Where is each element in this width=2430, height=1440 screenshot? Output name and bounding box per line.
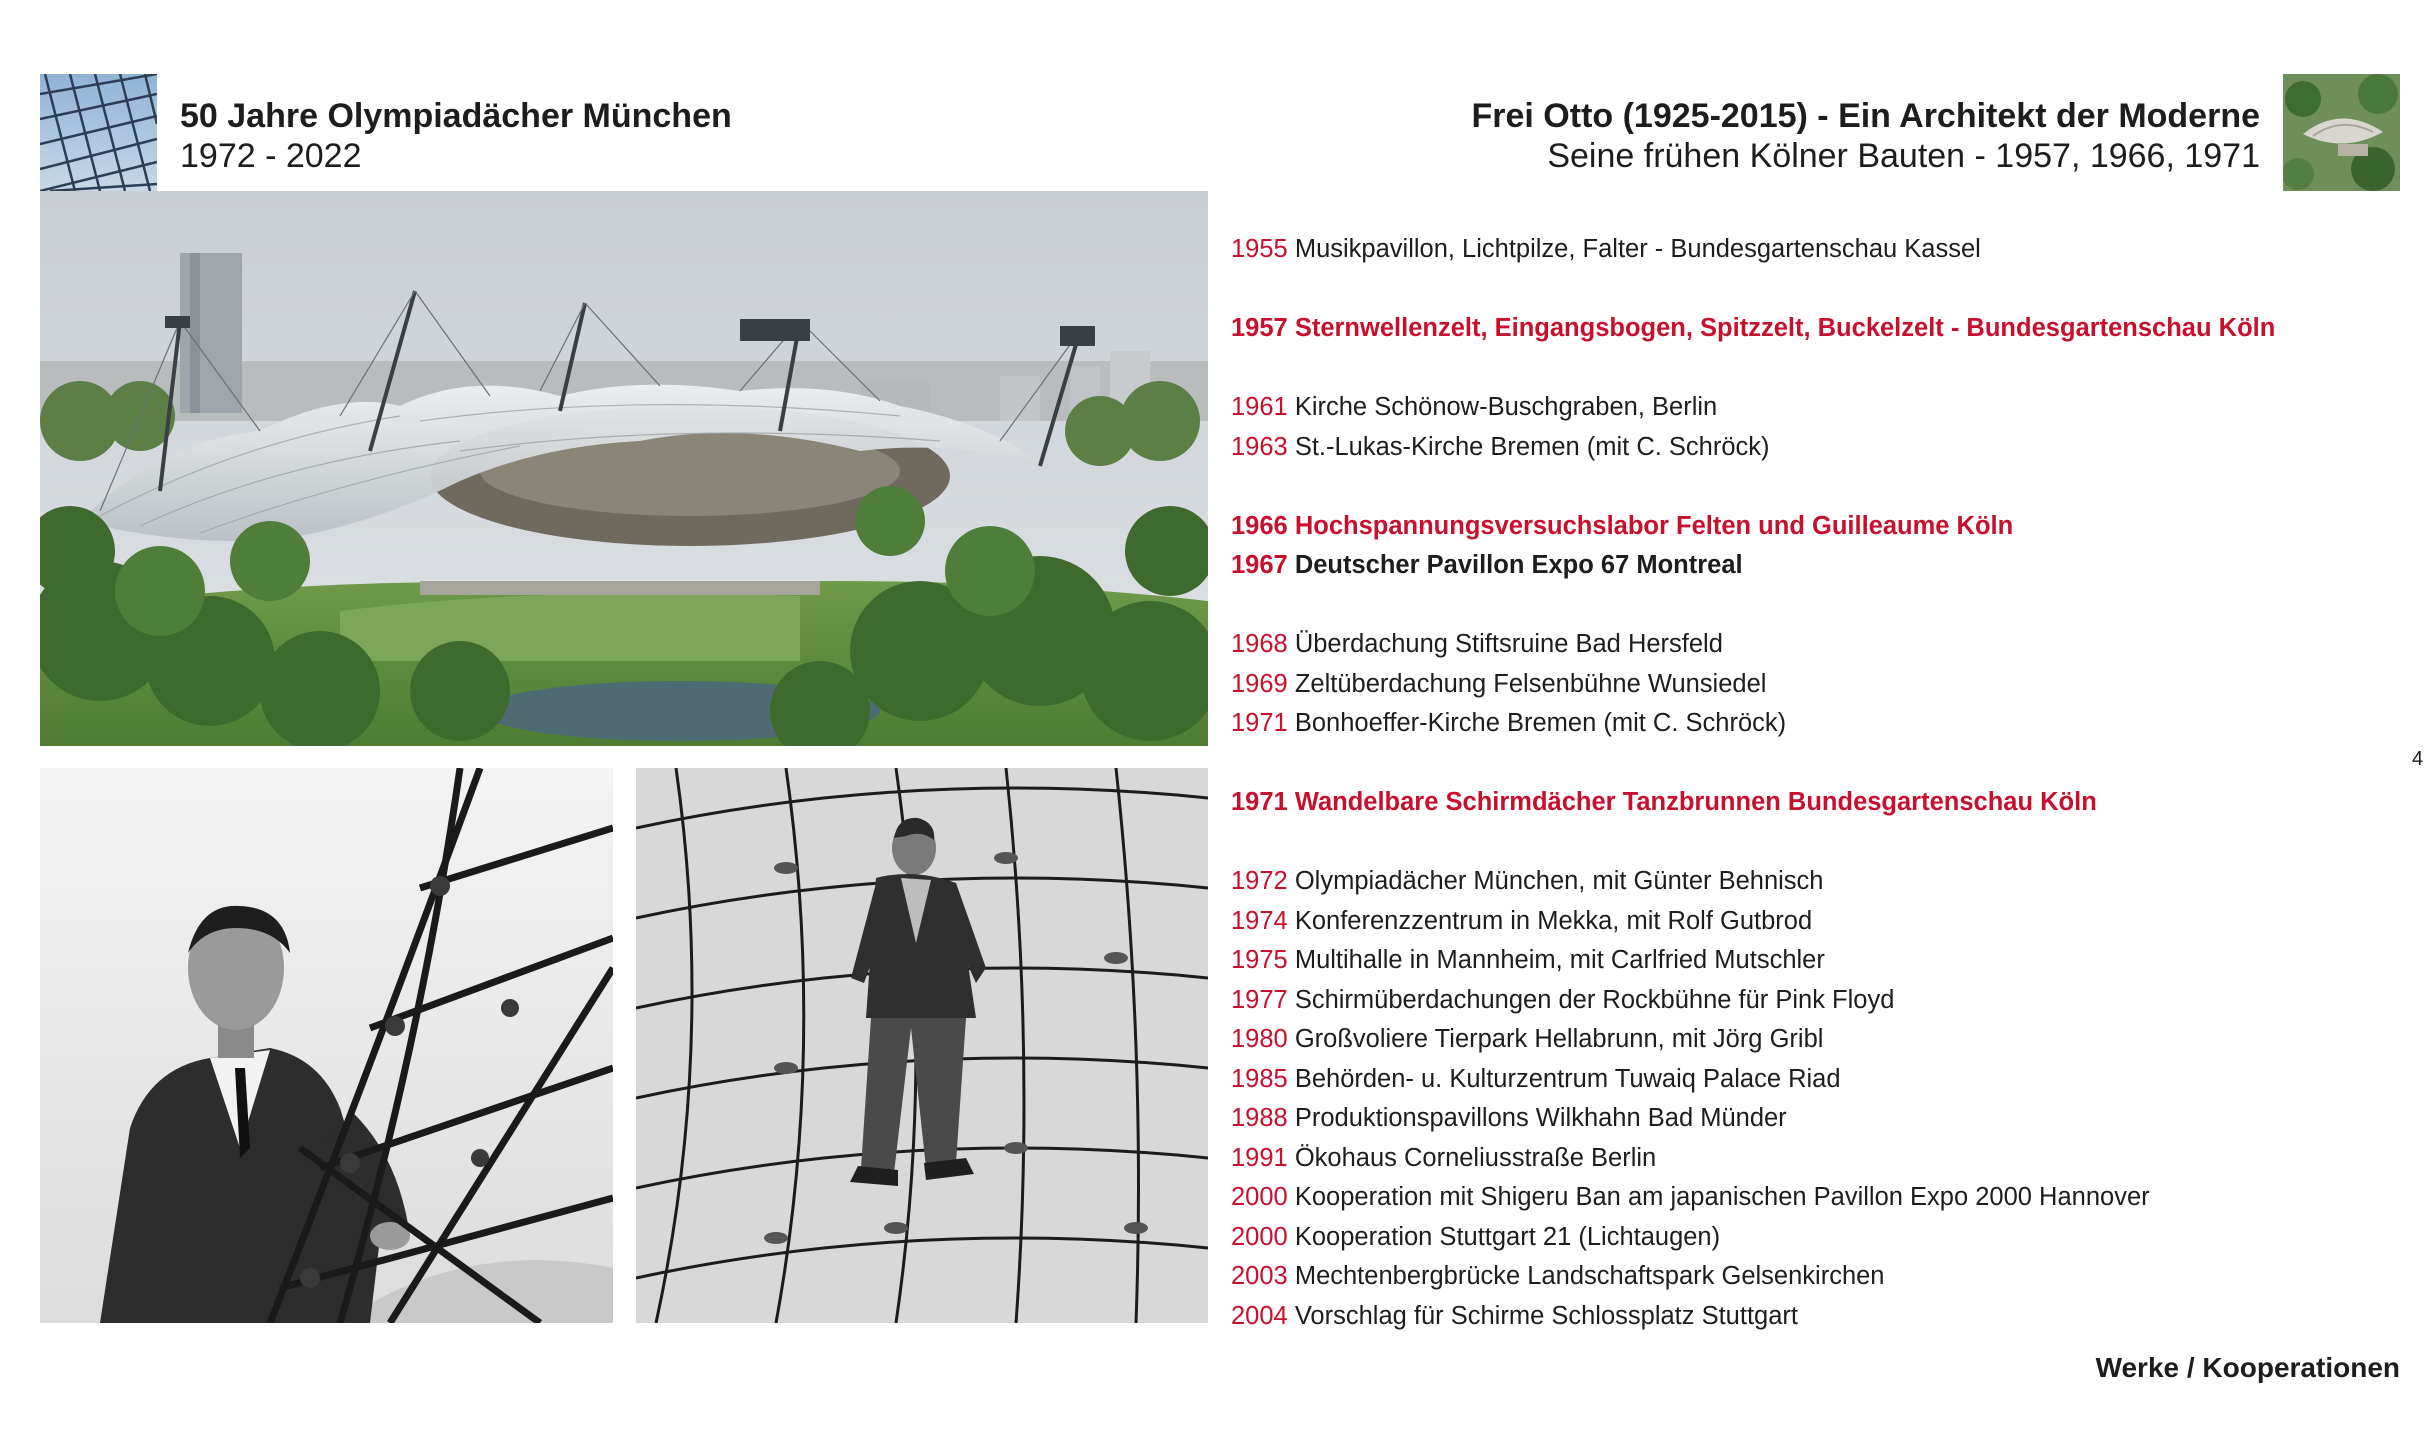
timeline-year: 1966 — [1231, 511, 1288, 540]
timeline-year: 1955 — [1231, 235, 1288, 263]
timeline-year: 2000 — [1231, 1222, 1288, 1251]
timeline-text: Olympiadächer München, mit Günter Behnisch — [1294, 867, 1824, 895]
header-right-subtitle: Seine frühen Kölner Bauten - 1957, 1966, 1971 — [1547, 137, 2260, 175]
page-number: 4 — [2412, 748, 2424, 770]
timeline-text: Mechtenbergbrücke Landschaftspark Gelsenkirchen — [1294, 1262, 1885, 1290]
timeline-text: Zeltüberdachung Felsenbühne Wunsiedel — [1294, 669, 1767, 698]
timeline-row — [1231, 388, 2331, 428]
timeline-text: Sternwellenzelt, Eingangsbogen, Spitzzelt, Buckelzelt - Bundesgartenschau Köln — [1294, 314, 2276, 342]
timeline-text: Behörden- u. Kulturzentrum Tuwaiq Palace Riad — [1294, 1064, 1841, 1093]
timeline-text: Kirche Schönow-Buschgraben, Berlin — [1294, 393, 1718, 421]
timeline-text: Großvoliere Tierpark Hellabrunn, mit Jörg Gribl — [1294, 1025, 1824, 1053]
timeline-text: Schirmüberdachungen der Rockbühne für Pink Floyd — [1294, 985, 1895, 1014]
timeline-text: Hochspannungsversuchslabor Felten und Guilleaume Köln — [1294, 511, 2014, 540]
timeline-year: 1985 — [1231, 1064, 1288, 1093]
timeline-row — [1231, 1139, 2331, 1179]
timeline-row — [1231, 665, 2331, 705]
timeline-text: Vorschlag für Schirme Schlossplatz Stuttgart — [1294, 1301, 1798, 1330]
header-right — [1472, 96, 2261, 176]
timeline-text: Kooperation Stuttgart 21 (Lichtaugen) — [1294, 1222, 1721, 1251]
timeline-year: 1971 — [1231, 788, 1288, 816]
header-right-title: Frei Otto (1925-2015) - Ein Architekt der Moderne — [1471, 97, 2260, 135]
timeline-row — [1231, 230, 2331, 270]
timeline-year: 1974 — [1231, 906, 1288, 935]
timeline-text: Überdachung Stiftsruine Bad Hersfeld — [1294, 630, 1723, 658]
timeline-row — [1231, 902, 2331, 942]
timeline-year: 2000 — [1231, 1183, 1288, 1211]
timeline-text: Konferenzzentrum in Mekka, mit Rolf Gutbrod — [1294, 906, 1813, 935]
timeline-row — [1231, 704, 2331, 744]
timeline-row — [1231, 1257, 2331, 1297]
timeline-text: Ökohaus Corneliusstraße Berlin — [1294, 1143, 1657, 1172]
timeline-row — [1231, 1218, 2331, 1258]
timeline-year: 1963 — [1231, 432, 1288, 461]
timeline-row — [1231, 428, 2331, 468]
photo-frei-otto-portrait — [40, 768, 613, 1323]
header-left-subtitle: 1972 - 2022 — [180, 137, 362, 175]
timeline-row — [1231, 1060, 2331, 1100]
timeline-year: 1977 — [1231, 985, 1288, 1014]
timeline-year: 1980 — [1231, 1025, 1288, 1053]
timeline-row — [1231, 941, 2331, 981]
timeline-row — [1231, 1020, 2331, 1060]
photo-walker-on-roof — [636, 768, 1208, 1323]
timeline-year: 1971 — [1231, 709, 1288, 737]
timeline-text: Wandelbare Schirmdächer Tanzbrunnen Bundesgartenschau Köln — [1294, 788, 2097, 816]
timeline-text: St.-Lukas-Kirche Bremen (mit C. Schröck) — [1294, 432, 1770, 461]
timeline-year: 1988 — [1231, 1104, 1288, 1132]
timeline-year: 1972 — [1231, 867, 1288, 895]
timeline-year: 1975 — [1231, 946, 1288, 974]
timeline-text: Multihalle in Mannheim, mit Carlfried Mutschler — [1294, 946, 1825, 974]
timeline-year: 1968 — [1231, 630, 1288, 658]
timeline-text: Produktionspavillons Wilkhahn Bad Münder — [1294, 1104, 1787, 1132]
photo-olympic-stadium — [40, 191, 1208, 746]
timeline-row-highlight — [1231, 507, 2331, 547]
timeline-row-highlight — [1231, 783, 2331, 823]
timeline-row — [1231, 1178, 2331, 1218]
timeline-year: 1957 — [1231, 314, 1288, 342]
timeline-row — [1231, 625, 2331, 665]
timeline-row — [1231, 1297, 2331, 1337]
header-left-title: 50 Jahre Olympiadächer München — [180, 97, 732, 135]
timeline-year: 1991 — [1231, 1143, 1288, 1172]
timeline-row-bold — [1231, 546, 2331, 586]
works-timeline — [1231, 230, 2331, 1336]
footer-label: Werke / Kooperationen — [2095, 1352, 2400, 1383]
header-left — [180, 96, 732, 176]
timeline-text: Musikpavillon, Lichtpilze, Falter - Bundesgartenschau Kassel — [1294, 235, 1981, 263]
thumbnail-aerial-park — [2283, 74, 2400, 191]
timeline-year: 1961 — [1231, 393, 1288, 421]
thumbnail-roof-detail — [40, 74, 157, 191]
timeline-text: Bonhoeffer-Kirche Bremen (mit C. Schröck) — [1294, 709, 1787, 737]
timeline-text: Deutscher Pavillon Expo 67 Montreal — [1294, 551, 1743, 579]
timeline-year: 1969 — [1231, 669, 1288, 698]
timeline-row — [1231, 862, 2331, 902]
timeline-row — [1231, 1099, 2331, 1139]
timeline-year: 2003 — [1231, 1262, 1288, 1290]
timeline-text: Kooperation mit Shigeru Ban am japanischen Pavillon Expo 2000 Hannover — [1294, 1183, 2150, 1211]
timeline-row-highlight — [1231, 309, 2331, 349]
timeline-row — [1231, 981, 2331, 1021]
timeline-year: 1967 — [1231, 551, 1288, 579]
timeline-year: 2004 — [1231, 1301, 1288, 1330]
